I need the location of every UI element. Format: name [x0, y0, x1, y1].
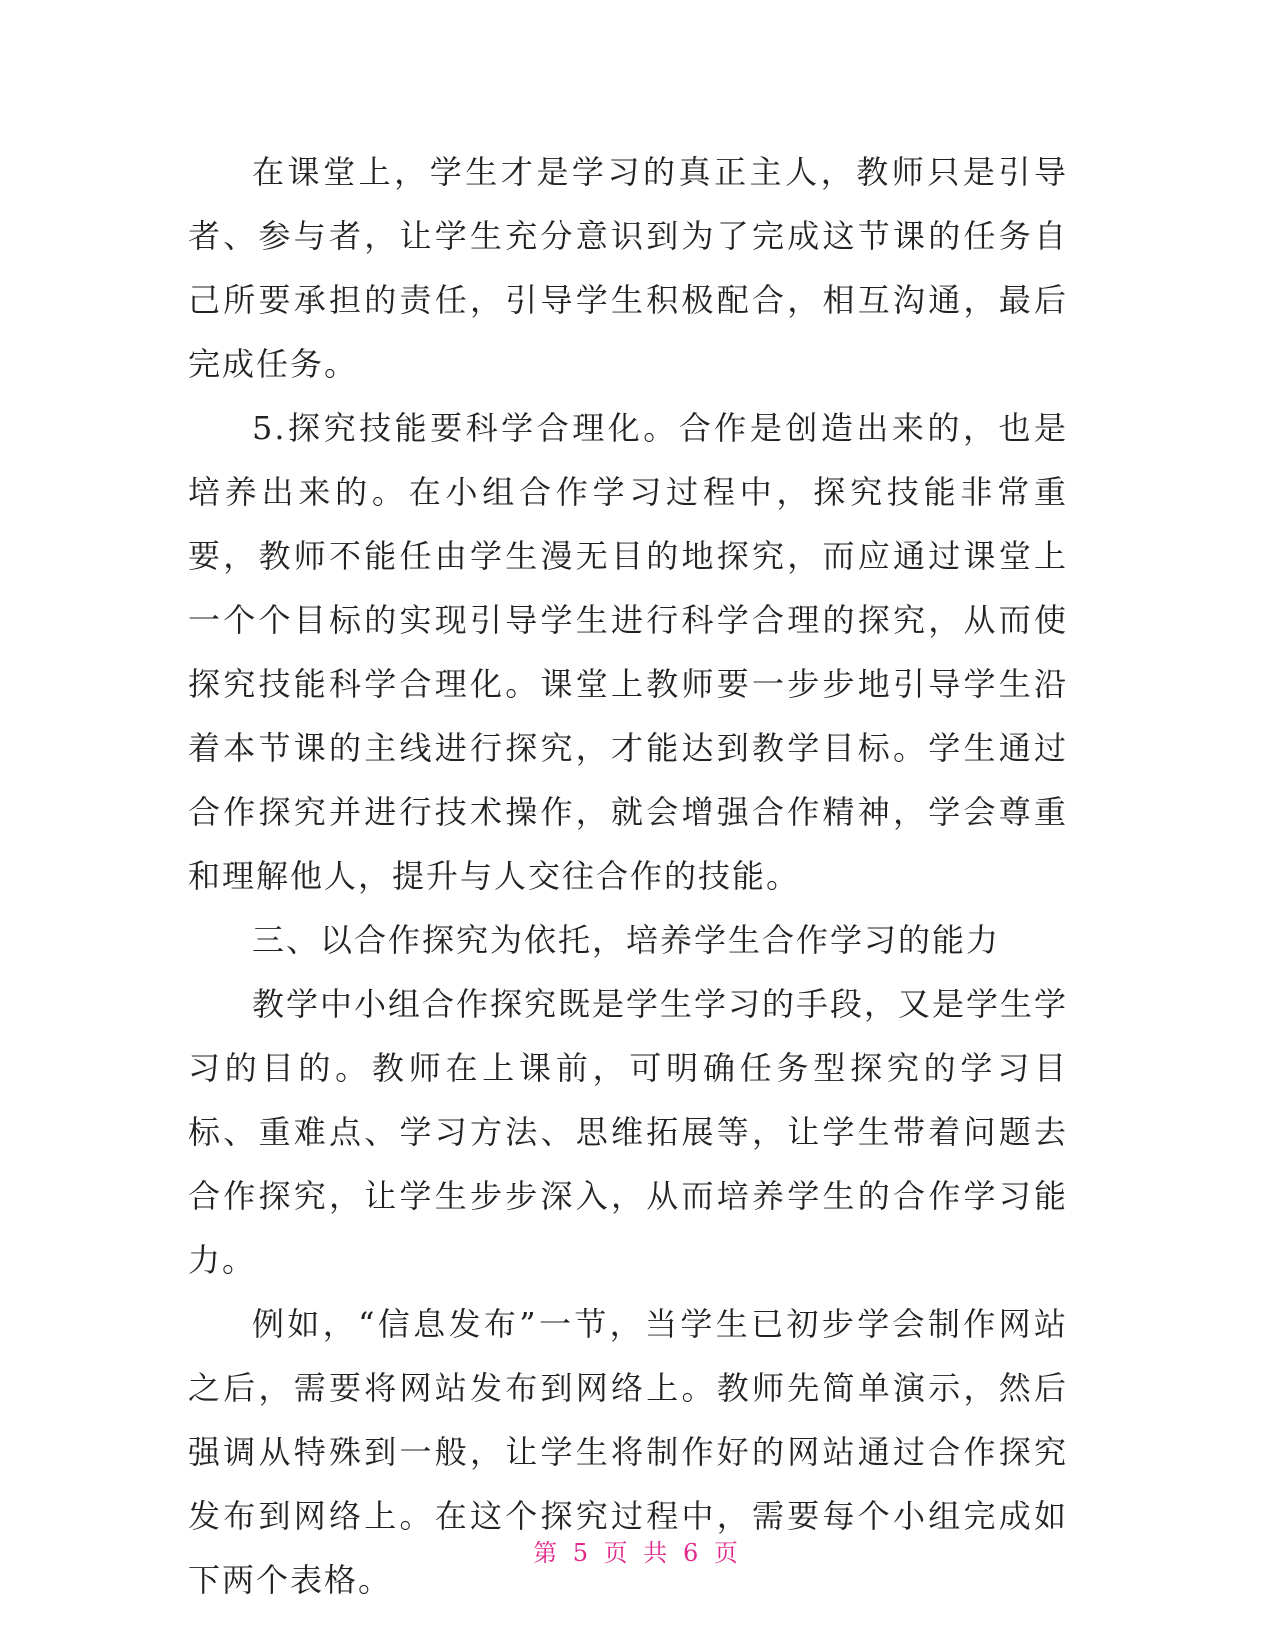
- paragraph-example-publishing: 例如，“信息发布”一节，当学生已初步学会制作网站之后，需要将网站发布到网络上。教师先简单演示，然后强调从特殊到一般，让学生将制作好的网站通过合作探究发布到网络上。在这个探究过程中，需要每个小组完成如下两个表格。: [188, 1305, 1068, 1599]
- paragraph-teaching-purpose: 教学中小组合作探究既是学生学习的手段，又是学生学习的目的。教师在上课前，可明确任务型探究的学习目标、重难点、学习方法、思维拓展等，让学生带着问题去合作探究，让学生步步深入，从而培养学生的合作学习能力。: [188, 985, 1069, 1279]
- section-heading-cooperative-inquiry: 三、以合作探究为依托，培养学生合作学习的能力: [252, 921, 1001, 959]
- paragraph-inquiry-skills: 5.探究技能要科学合理化。合作是创造出来的，也是培养出来的。在小组合作学习过程中，探究技能非常重要，教师不能任由学生漫无目的地探究，而应通过课堂上一个个目标的实现引导学生进行科学合理的探究，从而使探究技能科学合理化。课堂上教师要一步步地引导学生沿着本节课的主线进行探究，才能达到教学目标。学生通过合作探究并进行技术操作，就会增强合作精神，学会尊重和理解他人，提升与人交往合作的技能。: [188, 409, 1068, 895]
- page-number-footer: 第 5 页 共 6 页: [533, 1539, 742, 1567]
- paragraph-student-role: 在课堂上，学生才是学习的真正主人，教师只是引导者、参与者，让学生充分意识到为了完成这节课的任务自己所要承担的责任，引导学生积极配合，相互沟通，最后完成任务。: [188, 153, 1068, 383]
- document-body: [188, 140, 1068, 1612]
